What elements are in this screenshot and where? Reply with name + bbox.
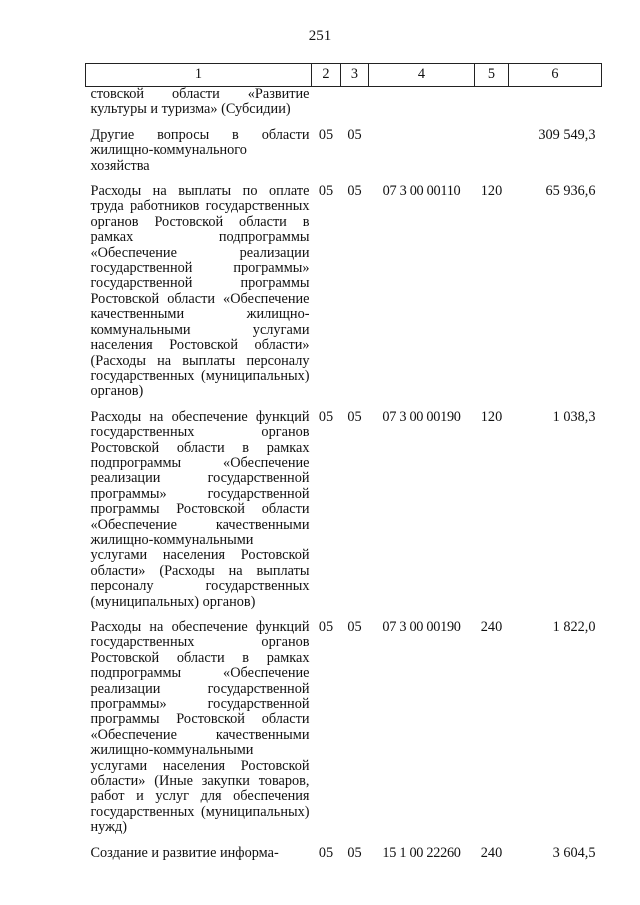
row-description: Расходы на обеспечение функций государственных органов Ростовской области в рамках подпрограммы «Обеспечение реализации государственной программы» государственной программы Ростовской области «Обеспечение качественными жилищно-коммунальными услугами населения Ростовской области» (Расходы на выплаты персоналу государственных (муниципальных) органов) bbox=[90, 408, 310, 610]
row-expense-type bbox=[475, 87, 509, 128]
row-target bbox=[369, 128, 475, 184]
row-section: 05 bbox=[318, 126, 334, 143]
row-subsection: 05 bbox=[347, 183, 362, 200]
row-subsection: 05 bbox=[347, 408, 362, 425]
table-row bbox=[86, 184, 602, 410]
row-target: 07 3 00 00190 bbox=[382, 619, 461, 635]
table-row bbox=[86, 128, 602, 184]
row-section: 05 bbox=[318, 619, 334, 635]
row-amount: 3 604,5 bbox=[552, 844, 596, 861]
row-target: 15 1 00 22260 bbox=[382, 844, 461, 861]
table-row bbox=[86, 87, 602, 128]
header-col-6: 6 bbox=[509, 64, 602, 87]
header-col-2: 2 bbox=[312, 64, 341, 87]
header-col-3: 3 bbox=[341, 64, 369, 87]
row-target: 07 3 00 00190 bbox=[382, 408, 461, 425]
row-description: стовской области «Развитие культуры и туризма» (Субсидии) bbox=[90, 86, 310, 118]
row-amount bbox=[509, 87, 602, 128]
row-target: 07 3 00 00110 bbox=[382, 183, 461, 200]
row-subsection: 05 bbox=[347, 126, 362, 143]
row-expense-type bbox=[475, 128, 509, 184]
row-description: Расходы на выплаты по оплате труда работников государственных органов Ростовской области в рамках подпрограммы «Обеспечение реализации государственной программы» государственной программы Ростовской области «Обеспечение качественными жилищно-коммунальными услугами населения Ростовской области» (Расходы на выплаты персоналу государственных (муниципальных) органов) bbox=[90, 183, 310, 400]
row-section: 05 bbox=[318, 844, 334, 861]
table-row bbox=[86, 410, 602, 620]
budget-table bbox=[85, 63, 602, 871]
row-expense-type: 120 bbox=[480, 183, 503, 200]
page-number: 251 bbox=[308, 28, 332, 44]
table-row bbox=[86, 846, 602, 871]
row-expense-type: 240 bbox=[480, 619, 503, 635]
row-subsection bbox=[341, 87, 369, 128]
header-col-4: 4 bbox=[369, 64, 475, 87]
header-row bbox=[86, 64, 602, 87]
row-target bbox=[369, 87, 475, 128]
table-row bbox=[86, 620, 602, 846]
table-header bbox=[86, 64, 602, 87]
row-amount: 1 038,3 bbox=[552, 408, 596, 425]
row-expense-type: 240 bbox=[480, 844, 503, 861]
row-amount: 65 936,6 bbox=[545, 183, 596, 200]
row-subsection: 05 bbox=[347, 844, 362, 861]
row-subsection: 05 bbox=[347, 619, 362, 635]
row-section bbox=[312, 87, 341, 128]
row-section: 05 bbox=[318, 408, 334, 425]
row-amount: 1 822,0 bbox=[552, 619, 596, 635]
row-section: 05 bbox=[318, 183, 334, 200]
row-description: Другие вопросы в области жилищно-коммунального хозяйства bbox=[90, 126, 310, 174]
header-col-1: 1 bbox=[86, 64, 312, 87]
row-description: Расходы на обеспечение функций государственных органов Ростовской области в рамках подпрограммы «Обеспечение реализации государственной программы» государственной программы Ростовской области «Обеспечение качественными жилищно-коммунальными услугами населения Ростовской области» (Иные закупки товаров, работ и услуг для обеспечения государственных (муниципальных) нужд) bbox=[90, 619, 310, 836]
row-description: Создание и развитие информа- bbox=[90, 844, 279, 861]
row-expense-type: 120 bbox=[480, 408, 503, 425]
row-amount: 309 549,3 bbox=[538, 126, 596, 143]
table-body bbox=[86, 87, 602, 872]
header-col-5: 5 bbox=[475, 64, 509, 87]
